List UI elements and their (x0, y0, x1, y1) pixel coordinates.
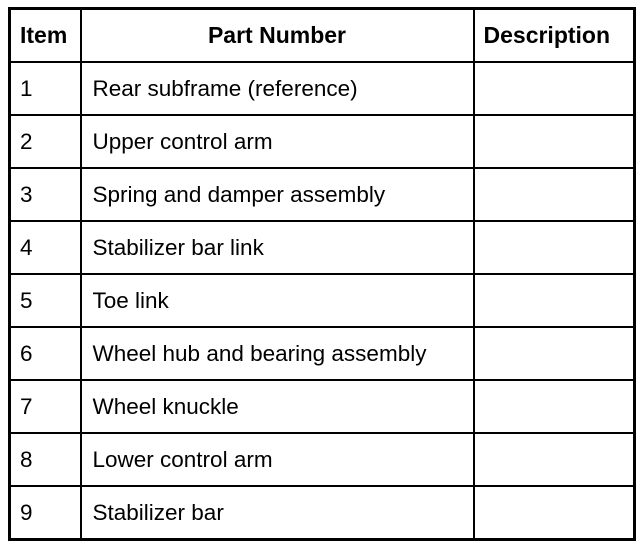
table-row (10, 486, 635, 540)
cell-item: 9 (10, 486, 81, 540)
cell-part-number: Upper control arm (81, 115, 474, 168)
table-row (10, 380, 635, 433)
cell-description (474, 168, 635, 221)
cell-description (474, 486, 635, 540)
parts-table (8, 7, 636, 541)
cell-item: 8 (10, 433, 81, 486)
cell-description (474, 62, 635, 115)
table-header (10, 9, 635, 63)
cell-item: 3 (10, 168, 81, 221)
table-body (10, 62, 635, 540)
cell-description (474, 380, 635, 433)
cell-part-number: Rear subframe (reference) (81, 62, 474, 115)
cell-item: 6 (10, 327, 81, 380)
cell-part-number: Spring and damper assembly (81, 168, 474, 221)
cell-description (474, 274, 635, 327)
cell-description (474, 115, 635, 168)
cell-description (474, 221, 635, 274)
cell-item: 1 (10, 62, 81, 115)
header-row (10, 9, 635, 63)
table-row (10, 327, 635, 380)
header-part-number: Part Number (81, 9, 474, 63)
table-row (10, 168, 635, 221)
cell-item: 5 (10, 274, 81, 327)
cell-item: 4 (10, 221, 81, 274)
cell-description (474, 327, 635, 380)
header-item: Item (10, 9, 81, 63)
table-row (10, 433, 635, 486)
cell-part-number: Wheel knuckle (81, 380, 474, 433)
header-description: Description (474, 9, 635, 63)
table-row (10, 221, 635, 274)
cell-part-number: Stabilizer bar link (81, 221, 474, 274)
cell-part-number: Toe link (81, 274, 474, 327)
table-row (10, 62, 635, 115)
cell-description (474, 433, 635, 486)
cell-item: 2 (10, 115, 81, 168)
cell-part-number: Stabilizer bar (81, 486, 474, 540)
cell-part-number: Lower control arm (81, 433, 474, 486)
table-row (10, 274, 635, 327)
table-row (10, 115, 635, 168)
cell-item: 7 (10, 380, 81, 433)
cell-part-number: Wheel hub and bearing assembly (81, 327, 474, 380)
